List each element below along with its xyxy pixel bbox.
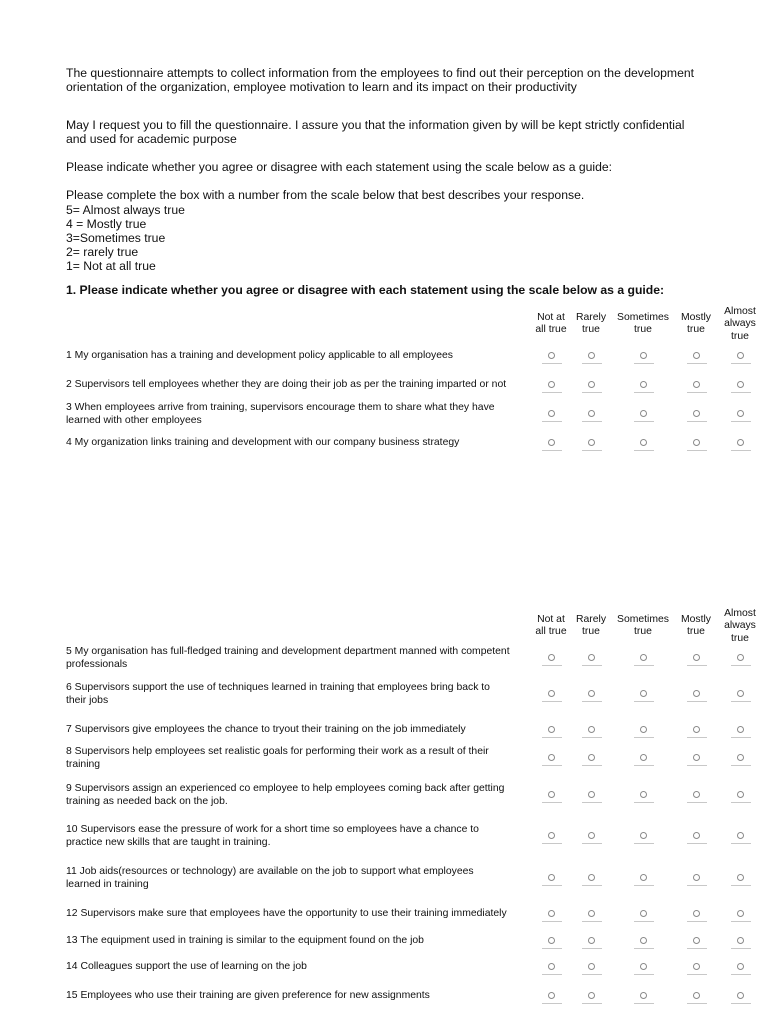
intro-text-line: and used for academic purpose (66, 132, 237, 146)
radio-underline (634, 421, 654, 422)
radio-mostly-true[interactable] (693, 654, 700, 661)
column-header-line: Mostly (680, 312, 712, 323)
radio-underline (731, 974, 751, 975)
question-text-line: 14 Colleagues support the use of learning on the job (66, 961, 307, 973)
radio-underline (582, 921, 602, 922)
column-header-line: Sometimes (617, 614, 669, 625)
radio-rarely-true[interactable] (588, 410, 595, 417)
question-text (66, 935, 536, 948)
radio-mostly-true[interactable] (693, 410, 700, 417)
column-header-line: all true (535, 324, 567, 336)
radio-not-at-all-true[interactable] (548, 937, 555, 944)
radio-not-at-all-true[interactable] (548, 654, 555, 661)
radio-sometimes-true[interactable] (640, 381, 647, 388)
radio-underline (542, 802, 562, 803)
radio-mostly-true[interactable] (693, 690, 700, 697)
radio-underline (634, 948, 654, 949)
radio-not-at-all-true[interactable] (548, 410, 555, 417)
radio-rarely-true[interactable] (588, 992, 595, 999)
question-text (66, 350, 536, 363)
radio-not-at-all-true[interactable] (548, 381, 555, 388)
radio-almost-always-true[interactable] (737, 832, 744, 839)
question-text (66, 682, 536, 707)
radio-underline (634, 701, 654, 702)
radio-underline (582, 450, 602, 451)
column-header-rarely-true (561, 614, 621, 639)
question-text-line: 13 The equipment used in training is similar to the equipment found on the job (66, 935, 424, 947)
question-text-line: 12 Supervisors make sure that employees have the opportunity to use their training immediately (66, 908, 507, 920)
radio-not-at-all-true[interactable] (548, 791, 555, 798)
scale-item: 5= Almost always true (66, 203, 185, 217)
radio-underline (634, 450, 654, 451)
question-text-line: 3 When employees arrive from training, supervisors encourage them to share what they have (66, 401, 495, 413)
question-text-line: learned in training (66, 878, 149, 890)
radio-underline (582, 665, 602, 666)
radio-underline (731, 948, 751, 949)
radio-underline (731, 665, 751, 666)
radio-underline (634, 765, 654, 766)
question-text-line: training as needed back on the job. (66, 795, 228, 807)
radio-underline (542, 948, 562, 949)
radio-underline (582, 421, 602, 422)
column-header-rarely-true (561, 312, 621, 337)
radio-mostly-true[interactable] (693, 791, 700, 798)
radio-mostly-true[interactable] (693, 992, 700, 999)
radio-mostly-true[interactable] (693, 874, 700, 881)
radio-almost-always-true[interactable] (737, 791, 744, 798)
question-text (66, 961, 536, 974)
scale-item: 4 = Mostly true (66, 217, 147, 231)
radio-rarely-true[interactable] (588, 874, 595, 881)
question-text (66, 908, 536, 921)
radio-underline (634, 363, 654, 364)
column-header-line: Not at (537, 312, 565, 323)
radio-sometimes-true[interactable] (640, 937, 647, 944)
radio-not-at-all-true[interactable] (548, 992, 555, 999)
question-text-line: practice new skills that are taught in training. (66, 836, 271, 848)
radio-rarely-true[interactable] (588, 690, 595, 697)
radio-underline (582, 765, 602, 766)
radio-mostly-true[interactable] (693, 754, 700, 761)
radio-underline (542, 737, 562, 738)
radio-rarely-true[interactable] (588, 937, 595, 944)
radio-almost-always-true[interactable] (737, 410, 744, 417)
question-text-line: 9 Supervisors assign an experienced co employee to help employees coming back after getting (66, 782, 505, 794)
radio-underline (542, 921, 562, 922)
radio-mostly-true[interactable] (693, 726, 700, 733)
radio-underline (542, 701, 562, 702)
question-text (66, 990, 536, 1003)
radio-underline (634, 1003, 654, 1004)
question-text (66, 437, 536, 450)
radio-underline (582, 392, 602, 393)
radio-almost-always-true[interactable] (737, 439, 744, 446)
radio-underline (687, 363, 707, 364)
column-header-line: Rarely (575, 614, 607, 625)
radio-rarely-true[interactable] (588, 963, 595, 970)
radio-underline (731, 392, 751, 393)
radio-underline (687, 1003, 707, 1004)
radio-mostly-true[interactable] (693, 439, 700, 446)
radio-underline (582, 1003, 602, 1004)
radio-underline (687, 885, 707, 886)
radio-underline (582, 737, 602, 738)
column-header-line: true (687, 626, 705, 638)
radio-underline (542, 765, 562, 766)
radio-underline (634, 802, 654, 803)
radio-underline (582, 701, 602, 702)
radio-mostly-true[interactable] (693, 963, 700, 970)
radio-sometimes-true[interactable] (640, 754, 647, 761)
radio-rarely-true[interactable] (588, 910, 595, 917)
column-header-line: Sometimes (617, 312, 669, 323)
scale-item: 3=Sometimes true (66, 231, 166, 245)
radio-underline (582, 885, 602, 886)
scale-item: 2= rarely true (66, 245, 139, 259)
question-text-line: 7 Supervisors give employees the chance to tryout their training on the job immediately (66, 724, 466, 736)
radio-mostly-true[interactable] (693, 352, 700, 359)
radio-almost-always-true[interactable] (737, 381, 744, 388)
radio-almost-always-true[interactable] (737, 726, 744, 733)
column-header-line: true (582, 626, 600, 638)
column-header-line: true (731, 330, 749, 342)
radio-underline (687, 843, 707, 844)
radio-sometimes-true[interactable] (640, 963, 647, 970)
radio-rarely-true[interactable] (588, 654, 595, 661)
intro-text-line: May I request you to fill the questionnaire. I assure you that the information given by will be kept strictly confidential (66, 118, 685, 132)
radio-sometimes-true[interactable] (640, 690, 647, 697)
radio-underline (634, 737, 654, 738)
radio-rarely-true[interactable] (588, 791, 595, 798)
column-header-line: Mostly (680, 614, 712, 625)
question-text-line: training (66, 758, 101, 770)
radio-not-at-all-true[interactable] (548, 963, 555, 970)
radio-mostly-true[interactable] (693, 937, 700, 944)
radio-underline (731, 421, 751, 422)
radio-underline (542, 885, 562, 886)
section-heading: 1. Please indicate whether you agree or disagree with each statement using the scale below as a guide: (66, 283, 665, 297)
question-text-line: 6 Supervisors support the use of techniques learned in training that employees bring back to (66, 681, 490, 693)
instruction-text: Please indicate whether you agree or disagree with each statement using the scale below as a guide: (66, 160, 613, 174)
radio-underline (542, 843, 562, 844)
radio-underline (542, 665, 562, 666)
radio-underline (731, 701, 751, 702)
question-text-line: learned with other employees (66, 414, 202, 426)
radio-underline (582, 948, 602, 949)
radio-underline (687, 701, 707, 702)
radio-underline (634, 921, 654, 922)
radio-underline (731, 450, 751, 451)
radio-underline (634, 843, 654, 844)
radio-rarely-true[interactable] (588, 381, 595, 388)
radio-sometimes-true[interactable] (640, 726, 647, 733)
radio-almost-always-true[interactable] (737, 910, 744, 917)
column-header-line: true (582, 324, 600, 336)
radio-rarely-true[interactable] (588, 352, 595, 359)
radio-sometimes-true[interactable] (640, 410, 647, 417)
column-header-line: always (724, 620, 756, 632)
column-header-line: true (634, 324, 652, 336)
radio-underline (687, 974, 707, 975)
question-text-line: 2 Supervisors tell employees whether they are doing their job as per the training imparted or not (66, 379, 507, 391)
radio-sometimes-true[interactable] (640, 791, 647, 798)
radio-underline (582, 843, 602, 844)
radio-underline (687, 665, 707, 666)
radio-sometimes-true[interactable] (640, 832, 647, 839)
radio-almost-always-true[interactable] (737, 690, 744, 697)
question-text (66, 746, 536, 771)
column-header-line: all true (535, 626, 567, 638)
scale-item: 1= Not at all true (66, 259, 156, 273)
radio-not-at-all-true[interactable] (548, 690, 555, 697)
radio-almost-always-true[interactable] (737, 992, 744, 999)
radio-underline (582, 363, 602, 364)
column-header-sometimes-true (613, 312, 673, 337)
question-text (66, 866, 536, 891)
column-header-line: true (634, 626, 652, 638)
radio-underline (731, 802, 751, 803)
question-text-line: 8 Supervisors help employees set realistic goals for performing their work as a result of their (66, 745, 489, 757)
radio-not-at-all-true[interactable] (548, 352, 555, 359)
question-text-line: 4 My organization links training and development with our company business strategy (66, 437, 460, 449)
radio-underline (687, 737, 707, 738)
radio-sometimes-true[interactable] (640, 654, 647, 661)
column-header-sometimes-true (613, 614, 673, 639)
column-header-line: Almost (724, 306, 756, 317)
radio-rarely-true[interactable] (588, 726, 595, 733)
radio-underline (731, 885, 751, 886)
radio-sometimes-true[interactable] (640, 992, 647, 999)
radio-underline (687, 765, 707, 766)
radio-underline (731, 843, 751, 844)
radio-mostly-true[interactable] (693, 832, 700, 839)
question-text-line: 5 My organisation has full-fledged training and development department manned with competent (66, 645, 510, 657)
question-text-line: 1 My organisation has a training and development policy applicable to all employees (66, 350, 453, 362)
question-text (66, 646, 536, 671)
column-header-line: Rarely (575, 312, 607, 323)
radio-mostly-true[interactable] (693, 910, 700, 917)
radio-almost-always-true[interactable] (737, 654, 744, 661)
intro-text-line: orientation of the organization, employee motivation to learn and its impact on their productivity (66, 80, 577, 94)
radio-underline (731, 363, 751, 364)
radio-underline (634, 885, 654, 886)
radio-underline (731, 765, 751, 766)
radio-not-at-all-true[interactable] (548, 910, 555, 917)
intro-text-line: The questionnaire attempts to collect information from the employees to find out their perception on the development (66, 66, 695, 80)
column-header-almost-always-true (710, 306, 768, 343)
radio-almost-always-true[interactable] (737, 754, 744, 761)
column-header-line: true (731, 632, 749, 644)
question-text (66, 824, 536, 849)
question-text-line: their jobs (66, 694, 109, 706)
question-text-line: 10 Supervisors ease the pressure of work for a short time so employees have a chance to (66, 823, 479, 835)
radio-underline (687, 421, 707, 422)
radio-underline (582, 802, 602, 803)
radio-underline (731, 921, 751, 922)
radio-not-at-all-true[interactable] (548, 874, 555, 881)
question-text (66, 402, 536, 427)
radio-mostly-true[interactable] (693, 381, 700, 388)
radio-almost-always-true[interactable] (737, 352, 744, 359)
radio-sometimes-true[interactable] (640, 439, 647, 446)
radio-rarely-true[interactable] (588, 439, 595, 446)
radio-underline (542, 421, 562, 422)
radio-rarely-true[interactable] (588, 832, 595, 839)
radio-underline (687, 450, 707, 451)
question-text-line: 15 Employees who use their training are given preference for new assignments (66, 990, 430, 1002)
radio-underline (687, 948, 707, 949)
radio-underline (542, 450, 562, 451)
column-header-line: always (724, 318, 756, 330)
radio-underline (542, 974, 562, 975)
question-text-line: 11 Job aids(resources or technology) are available on the job to support what employees (66, 865, 474, 877)
column-header-line: Not at (537, 614, 565, 625)
radio-sometimes-true[interactable] (640, 352, 647, 359)
radio-underline (731, 1003, 751, 1004)
radio-not-at-all-true[interactable] (548, 754, 555, 761)
radio-sometimes-true[interactable] (640, 910, 647, 917)
radio-underline (634, 665, 654, 666)
column-header-line: Almost (724, 608, 756, 619)
radio-almost-always-true[interactable] (737, 874, 744, 881)
question-text (66, 379, 536, 392)
radio-almost-always-true[interactable] (737, 937, 744, 944)
column-header-almost-always-true (710, 608, 768, 645)
radio-underline (687, 802, 707, 803)
radio-underline (687, 392, 707, 393)
radio-rarely-true[interactable] (588, 754, 595, 761)
radio-underline (731, 737, 751, 738)
radio-not-at-all-true[interactable] (548, 832, 555, 839)
radio-almost-always-true[interactable] (737, 963, 744, 970)
scale-instruction: Please complete the box with a number from the scale below that best describes your response. (66, 188, 585, 202)
question-text-line: professionals (66, 658, 128, 670)
radio-underline (582, 974, 602, 975)
column-header-line: true (687, 324, 705, 336)
radio-underline (634, 392, 654, 393)
question-text (66, 783, 536, 808)
radio-underline (687, 921, 707, 922)
question-text (66, 724, 536, 737)
radio-underline (542, 392, 562, 393)
radio-underline (542, 363, 562, 364)
radio-underline (634, 974, 654, 975)
radio-sometimes-true[interactable] (640, 874, 647, 881)
radio-not-at-all-true[interactable] (548, 726, 555, 733)
radio-underline (542, 1003, 562, 1004)
radio-not-at-all-true[interactable] (548, 439, 555, 446)
